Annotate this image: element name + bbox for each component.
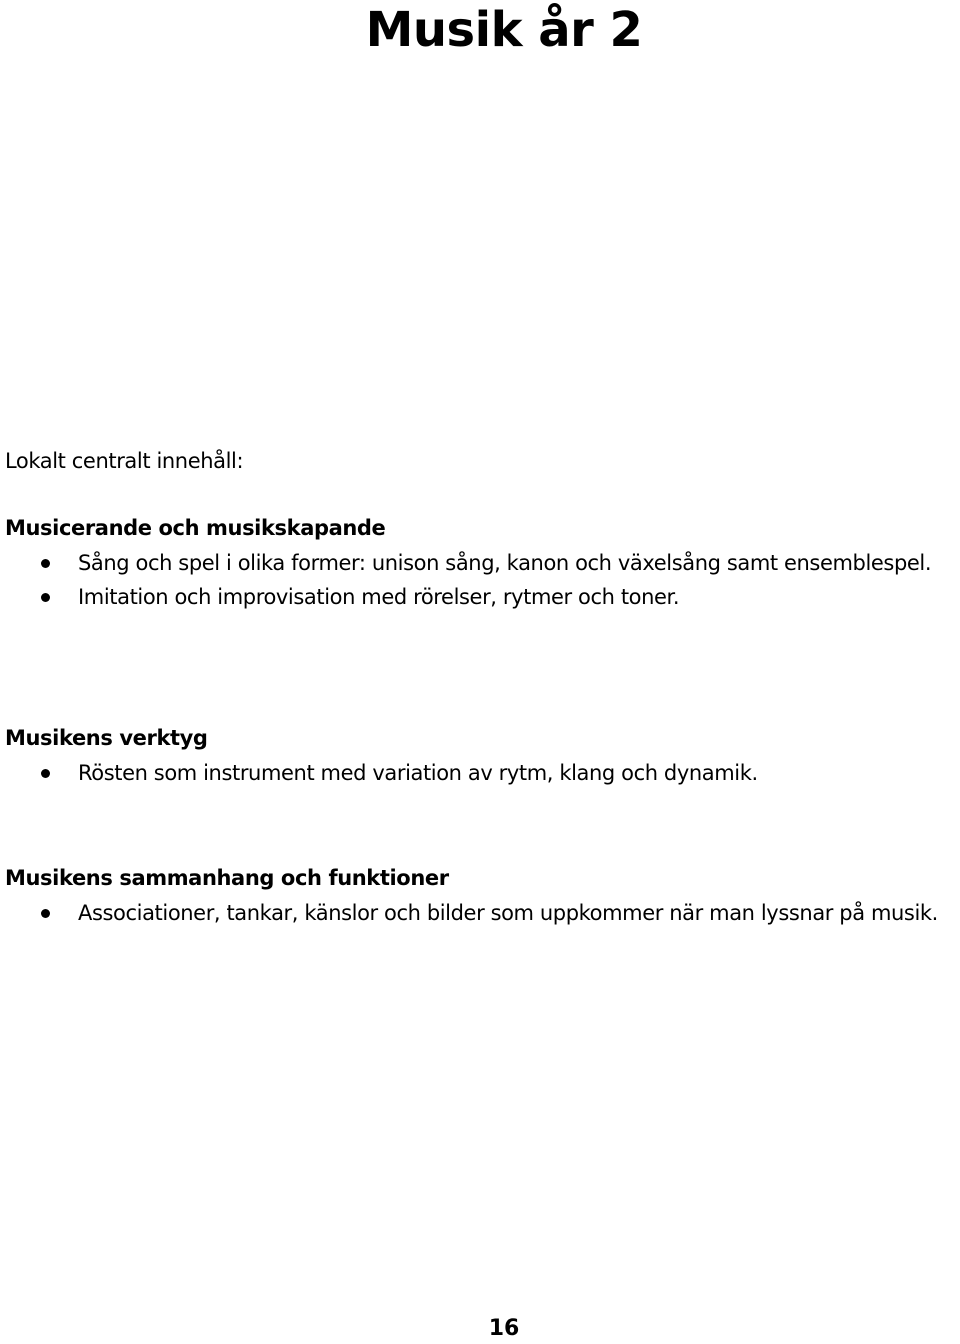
page-title: Musik år 2	[365, 2, 643, 58]
bullet-icon	[41, 909, 50, 918]
section-heading: Musikens sammanhang och funktioner	[5, 866, 449, 890]
intro-label: Lokalt centralt innehåll:	[5, 449, 244, 473]
section-heading: Musikens verktyg	[5, 726, 208, 750]
list-item-text: Associationer, tankar, känslor och bilder som uppkommer när man lyssnar på musik.	[78, 901, 938, 925]
section-heading: Musicerande och musikskapande	[5, 516, 386, 540]
section-verktyg	[5, 724, 960, 790]
list-item	[5, 756, 960, 790]
section-musicerande	[5, 514, 960, 614]
bullet-list	[5, 546, 960, 614]
bullet-icon	[41, 593, 50, 602]
bullet-icon	[41, 559, 50, 568]
list-item-text: Sång och spel i olika former: unison sång, kanon och växelsång samt ensemblespel.	[78, 551, 932, 575]
list-item	[5, 580, 960, 614]
list-item	[5, 546, 960, 580]
list-item-text: Rösten som instrument med variation av rytm, klang och dynamik.	[78, 761, 758, 785]
list-item-text: Imitation och improvisation med rörelser, rytmer och toner.	[78, 585, 680, 609]
list-item	[5, 896, 960, 930]
bullet-icon	[41, 769, 50, 778]
section-sammanhang	[5, 864, 960, 930]
bullet-list	[5, 896, 960, 930]
page-number: 16	[488, 1316, 520, 1341]
bullet-list	[5, 756, 960, 790]
